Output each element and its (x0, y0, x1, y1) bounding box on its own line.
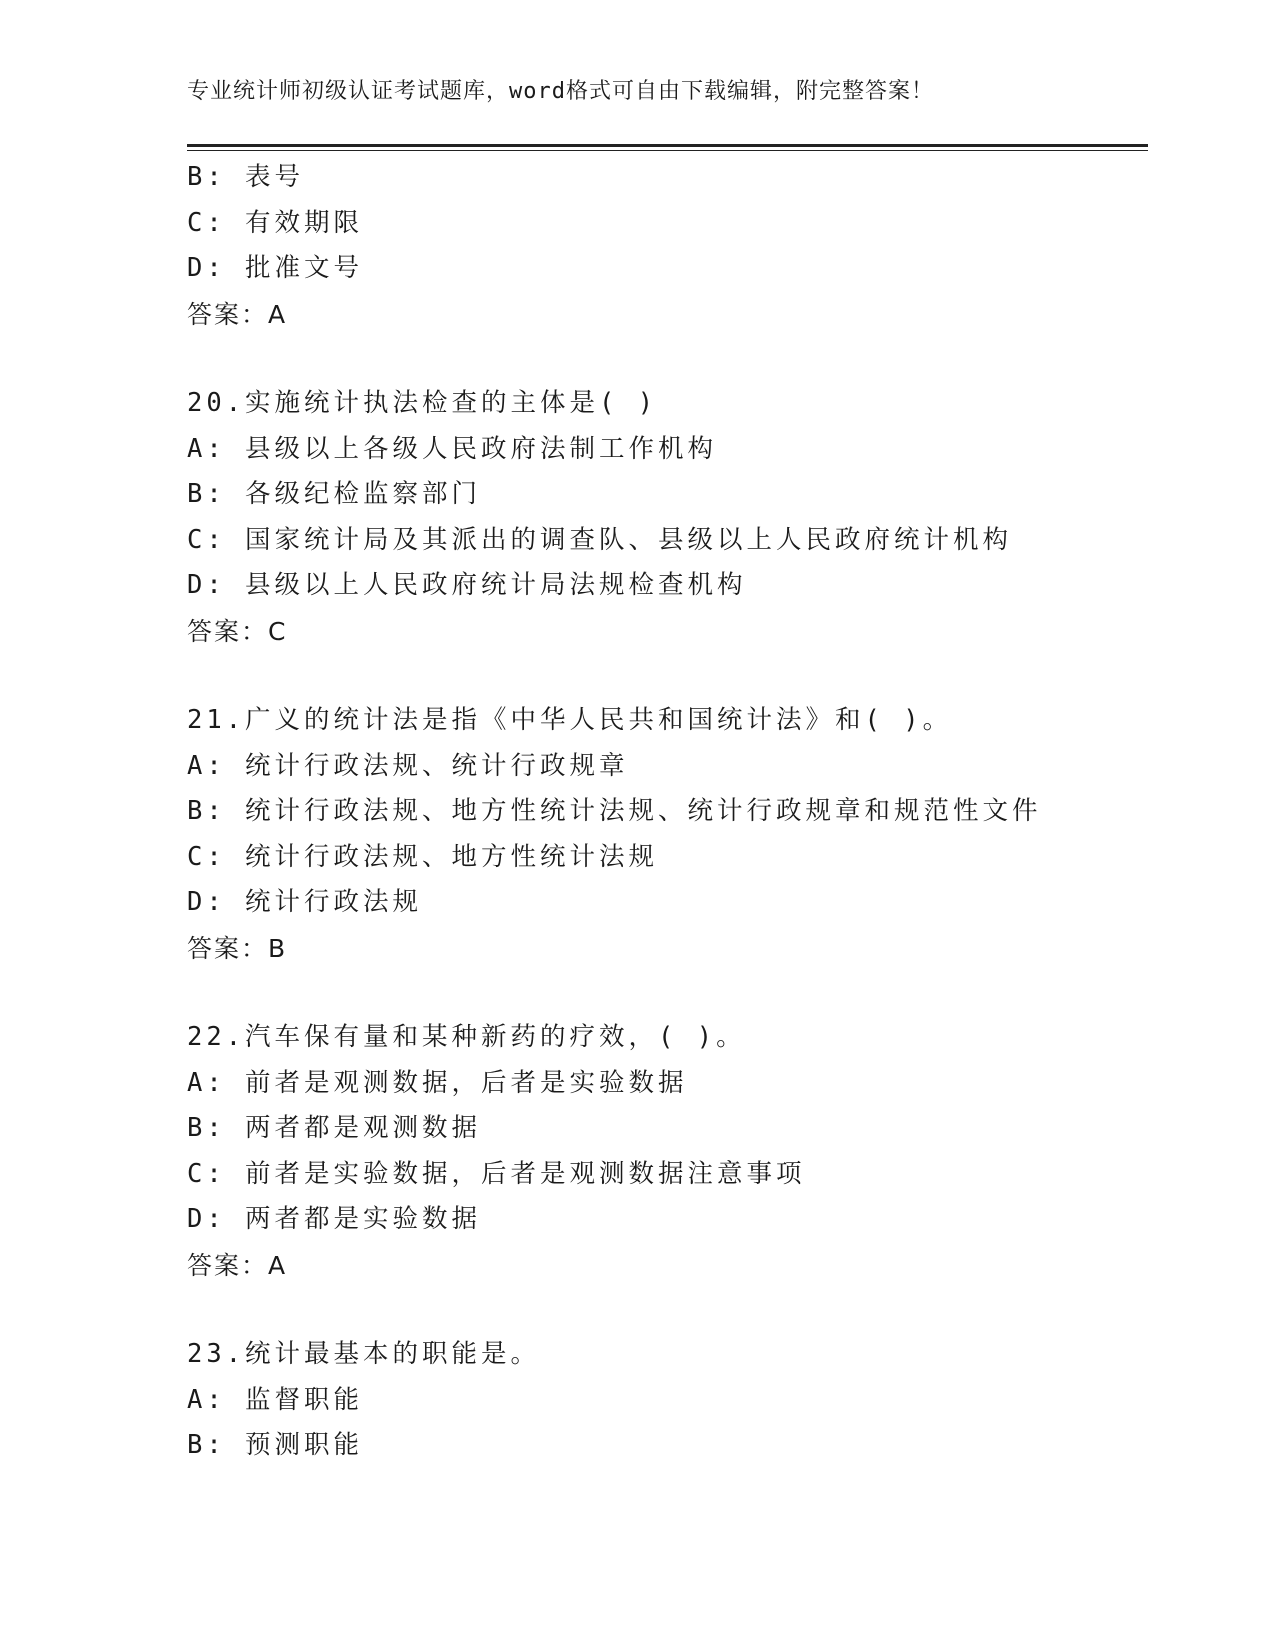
answer: 答案：A (187, 299, 288, 329)
question-stem: 23.统计最基本的职能是。 (187, 1339, 541, 1369)
question-block-20 (187, 381, 1187, 654)
answer: 答案：A (187, 1250, 288, 1280)
question-block-22 (187, 1015, 1187, 1288)
answer: 答案：C (187, 616, 288, 646)
option-b: B: 预测职能 (187, 1430, 364, 1460)
question-stem: 22.汽车保有量和某种新药的疗效，( )。 (187, 1022, 746, 1052)
question-stem: 21.广义的统计法是指《中华人民共和国统计法》和( )。 (187, 705, 953, 735)
question-block-23 (187, 1332, 1187, 1469)
option-a: A: 县级以上各级人民政府法制工作机构 (187, 433, 718, 464)
option-c: C: 国家统计局及其派出的调查队、县级以上人民政府统计机构 (187, 524, 1013, 555)
option-c: C: 统计行政法规、地方性统计法规 (187, 841, 659, 872)
option-c: C: 前者是实验数据，后者是观测数据注意事项 (187, 1158, 806, 1189)
header-rule-thick (187, 144, 1148, 147)
option-a: A: 统计行政法规、统计行政规章 (187, 750, 629, 781)
question-list (187, 155, 1187, 1469)
option-a: A: 监督职能 (187, 1384, 364, 1415)
option-c: C: 有效期限 (187, 207, 364, 238)
option-a: A: 前者是观测数据，后者是实验数据 (187, 1067, 688, 1098)
question-block-prev (187, 155, 1187, 337)
option-b: B: 统计行政法规、地方性统计法规、统计行政规章和规范性文件 (187, 796, 1042, 826)
option-b: B: 各级纪检监察部门 (187, 479, 482, 509)
option-d: D: 两者都是实验数据 (187, 1204, 482, 1234)
question-stem: 20.实施统计执法检查的主体是( ) (187, 388, 658, 418)
question-block-21 (187, 698, 1187, 971)
option-d: D: 县级以上人民政府统计局法规检查机构 (187, 570, 747, 600)
option-d: D: 统计行政法规 (187, 887, 423, 917)
option-d: D: 批准文号 (187, 253, 364, 283)
header-rule-thin (187, 150, 1148, 151)
page-header: 专业统计师初级认证考试题库，word格式可自由下载编辑，附完整答案！ (187, 79, 934, 104)
answer: 答案：B (187, 933, 288, 963)
option-b: B: 两者都是观测数据 (187, 1113, 482, 1143)
option-b: B: 表号 (187, 162, 305, 192)
